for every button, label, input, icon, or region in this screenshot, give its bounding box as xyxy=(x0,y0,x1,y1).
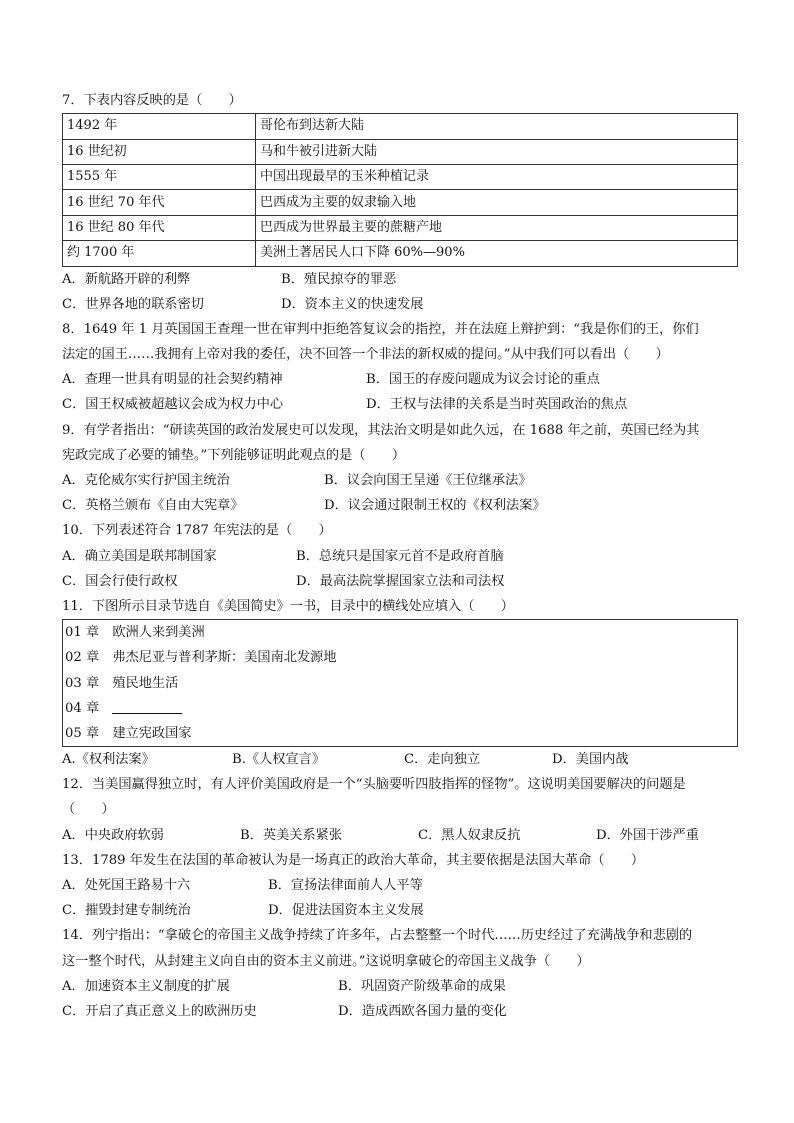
q11-option-b[interactable]: B.《人权宣言》 xyxy=(232,752,326,768)
q8-options-row2 xyxy=(62,392,738,417)
q7-option-b[interactable]: B．殖民掠夺的罪恶 xyxy=(281,271,397,287)
q9-options-row2 xyxy=(62,493,738,518)
q9-stem-line1: 9．有学者指出：“研读英国的政治发展史可以发现，其法治文明是如此久远，在 1688 年之前，英国已经为其 xyxy=(62,422,700,438)
q10-option-d[interactable]: D．最高法院掌握国家立法和司法权 xyxy=(296,573,505,589)
exam-page xyxy=(62,88,738,1024)
table-row xyxy=(63,190,738,215)
q7-stem: 7．下表内容反映的是（ ） xyxy=(62,93,242,108)
table-cell: 16 世纪 70 年代 xyxy=(63,190,256,215)
q11-toc-box xyxy=(62,619,738,747)
table-row xyxy=(63,241,738,266)
q8-options-row1 xyxy=(62,367,738,392)
q11-option-d[interactable]: D．美国内战 xyxy=(552,752,629,768)
q12-option-c[interactable]: C．黑人奴隶反抗 xyxy=(418,827,521,843)
q10-options-row1 xyxy=(62,544,738,569)
q8-stem-line1: 8．1649 年 1 月英国国王查理一世在审判中拒绝答复议会的指控，并在法庭上辩护到：“我是你们的王，你们 xyxy=(62,321,699,337)
toc-entry xyxy=(63,721,737,746)
q12-options-row xyxy=(62,823,738,848)
toc-entry xyxy=(63,671,737,696)
toc-chapter-number: 01 章 xyxy=(65,625,100,641)
q9-option-a[interactable]: A．克伦威尔实行护国主统治 xyxy=(62,473,230,489)
table-cell: 16 世纪 80 年代 xyxy=(63,215,256,240)
q7-table xyxy=(62,113,738,266)
q8-option-c[interactable]: C．国王权威被超越议会成为权力中心 xyxy=(62,397,284,413)
q12-option-d[interactable]: D．外国干涉严重 xyxy=(596,827,699,843)
q14-stem-line2: 这一整个时代，从封建主义向自由的资本主义前进。”这说明拿破仑的帝国主义战争（ ） xyxy=(62,953,590,969)
q13-options-row1 xyxy=(62,873,738,898)
q8-option-b[interactable]: B．国王的存废问题成为议会讨论的重点 xyxy=(366,372,600,388)
q11-stem: 11．下图所示目录节选自《美国简史》一书，目录中的横线处应填入（ ） xyxy=(62,598,514,614)
table-cell: 16 世纪初 xyxy=(63,139,256,164)
table-cell: 巴西成为主要的奴隶输入地 xyxy=(256,190,738,215)
q9-option-d[interactable]: D．议会通过限制王权的《权利法案》 xyxy=(324,498,546,514)
q7-option-d[interactable]: D．资本主义的快速发展 xyxy=(281,296,424,312)
q10-option-b[interactable]: B．总统只是国家元首不是政府首脑 xyxy=(296,548,504,564)
toc-chapter-number: 05 章 xyxy=(65,725,100,741)
toc-entry xyxy=(63,620,737,645)
q11-option-c[interactable]: C．走向独立 xyxy=(404,752,481,768)
table-cell: 1492 年 xyxy=(63,114,256,139)
q10-stem: 10．下列表述符合 1787 年宪法的是（ ） xyxy=(62,523,332,539)
toc-chapter-title: 弗杰尼亚与普利茅斯：美国南北发源地 xyxy=(112,650,337,666)
q7-options-row1 xyxy=(62,267,738,292)
q7-options-row2 xyxy=(62,292,738,317)
q14-option-a[interactable]: A．加速资本主义制度的扩展 xyxy=(62,978,230,994)
table-cell: 1555 年 xyxy=(63,164,256,189)
q9-stem-line2: 宪政完成了必要的铺垫。”下列能够证明此观点的是（ ） xyxy=(62,447,406,463)
toc-entry xyxy=(63,645,737,670)
toc-chapter-number: 02 章 xyxy=(65,650,100,666)
q14-option-d[interactable]: D．造成西欧各国力量的变化 xyxy=(338,1003,507,1019)
q14-option-c[interactable]: C．开启了真正意义上的欧洲历史 xyxy=(62,1003,257,1019)
q7-option-c[interactable]: C．世界各地的联系密切 xyxy=(62,296,204,312)
table-row xyxy=(63,139,738,164)
q9-option-c[interactable]: C．英格兰颁布《自由大宪章》 xyxy=(62,498,244,514)
q11-option-a[interactable]: A.《权利法案》 xyxy=(62,752,155,768)
table-row xyxy=(63,114,738,139)
q7-option-a[interactable]: A．新航路开辟的利弊 xyxy=(62,271,191,287)
toc-blank-line xyxy=(112,699,182,714)
q10-option-a[interactable]: A．确立美国是联邦制国家 xyxy=(62,548,217,564)
q12-option-a[interactable]: A．中央政府软弱 xyxy=(62,827,164,843)
q12-option-b[interactable]: B．英美关系紧张 xyxy=(240,827,343,843)
q13-option-b[interactable]: B．宣扬法律面前人人平等 xyxy=(268,878,423,894)
toc-chapter-number: 03 章 xyxy=(65,675,100,691)
q12-stem-line1: 12．当美国赢得独立时，有人评价美国政府是一个“头脑要听四肢指挥的怪物”。这说明美国要解决的问题是 xyxy=(62,777,686,793)
toc-chapter-title: 欧洲人来到美洲 xyxy=(112,625,205,641)
q9-option-b[interactable]: B．议会向国王呈递《王位继承法》 xyxy=(324,473,532,489)
table-cell: 马和牛被引进新大陆 xyxy=(256,139,738,164)
q14-options-row1 xyxy=(62,974,738,999)
q12-stem-line2: （ ） xyxy=(62,802,115,818)
table-cell: 哥伦布到达新大陆 xyxy=(256,114,738,139)
table-cell: 巴西成为世界最主要的蔗糖产地 xyxy=(256,215,738,240)
q13-stem: 13．1789 年发生在法国的革命被认为是一场真正的政治大革命，其主要依据是法国大革命（ ） xyxy=(62,852,645,868)
q14-option-b[interactable]: B．巩固资产阶级革命的成果 xyxy=(338,978,506,994)
table-cell: 美洲土著居民人口下降 60%—90% xyxy=(256,241,738,266)
table-cell: 约 1700 年 xyxy=(63,241,256,266)
q13-option-c[interactable]: C．摧毁封建专制统治 xyxy=(62,903,191,919)
q8-option-d[interactable]: D．王权与法律的关系是当时英国政治的焦点 xyxy=(366,397,628,413)
table-cell: 中国出现最早的玉米种植记录 xyxy=(256,164,738,189)
toc-entry xyxy=(63,696,737,721)
table-row xyxy=(63,215,738,240)
q11-options-row xyxy=(62,747,738,772)
q8-stem-line2: 法定的国王……我拥有上帝对我的委任，决不回答一个非法的新权威的提问。”从中我们可以看出（ ） xyxy=(62,347,669,363)
q13-options-row2 xyxy=(62,898,738,923)
q10-options-row2 xyxy=(62,569,738,594)
toc-chapter-title: 建立宪政国家 xyxy=(112,725,192,741)
q13-option-a[interactable]: A．处死国王路易十六 xyxy=(62,878,191,894)
q13-option-d[interactable]: D．促进法国资本主义发展 xyxy=(268,903,424,919)
q14-stem-line1: 14．列宁指出：“拿破仑的帝国主义战争持续了许多年，占去整整一个时代……历史经过了充满战争和悲剧的 xyxy=(62,928,693,944)
toc-chapter-title: 殖民地生活 xyxy=(112,675,179,691)
table-row xyxy=(63,164,738,189)
q8-option-a[interactable]: A．查理一世具有明显的社会契约精神 xyxy=(62,372,283,388)
q10-option-c[interactable]: C．国会行使行政权 xyxy=(62,573,178,589)
toc-chapter-number: 04 章 xyxy=(65,700,100,716)
q14-options-row2 xyxy=(62,999,738,1024)
q9-options-row1 xyxy=(62,468,738,493)
